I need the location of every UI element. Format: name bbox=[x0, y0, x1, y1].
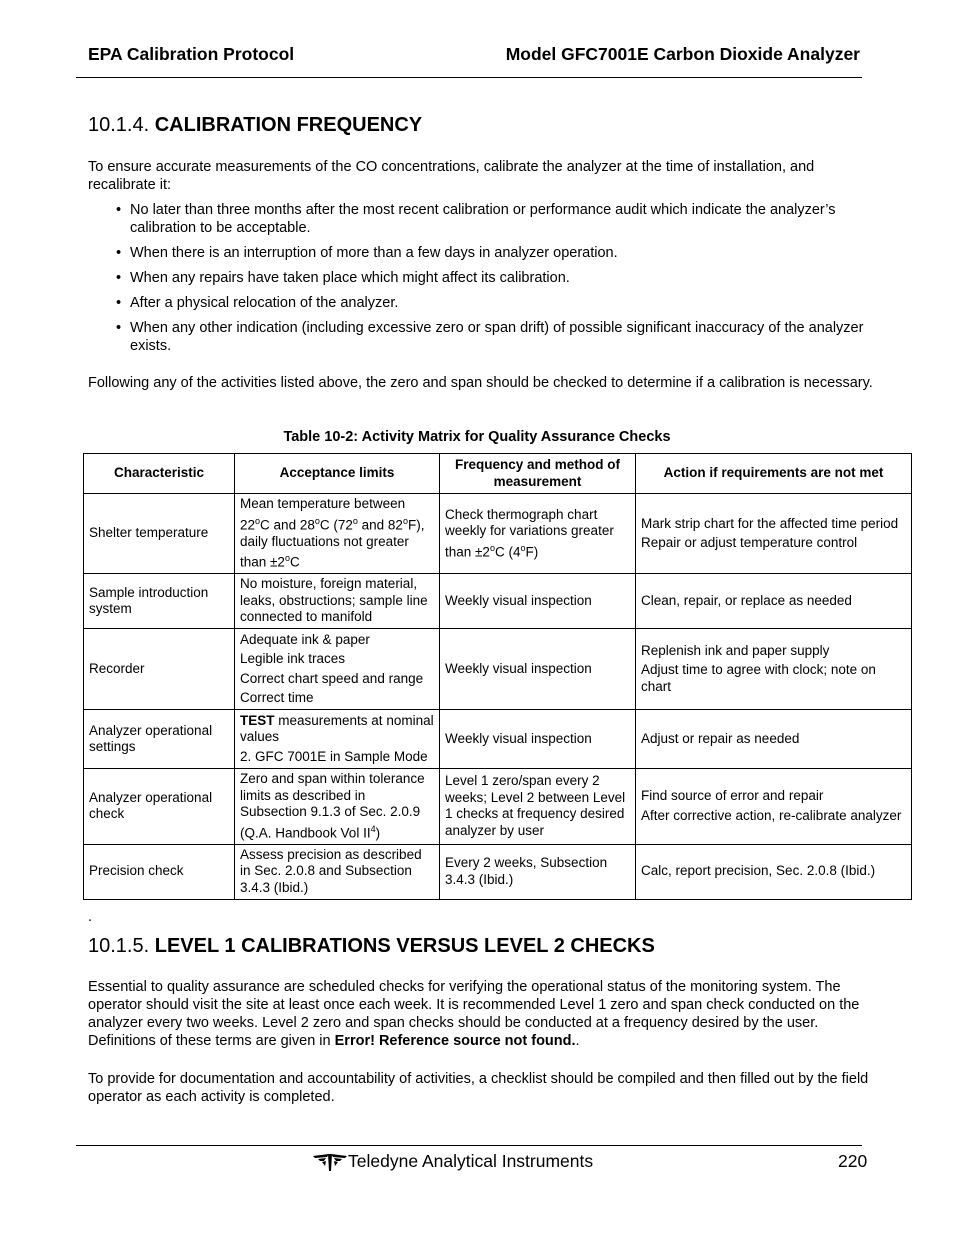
table-cell: Zero and span within tolerance limits as described in Subsection 9.1.3 of Sec. 2.0.9 (Q.A. Handbook Vol $II^4$) bbox=[235, 769, 440, 845]
table-cell: Clean, repair, or replace as needed bbox=[636, 574, 912, 629]
bullet-icon: • bbox=[116, 202, 122, 218]
table-cell: TEST measurements at nominal values 2. GFC 7001E in Sample Mode bbox=[235, 710, 440, 769]
intro-paragraph: To ensure accurate measurements of the CO concentrations, calibrate the analyzer at the time of installation, and recalibrate it: bbox=[88, 159, 815, 193]
list-item: • When there is an interruption of more than a few days in analyzer operation. bbox=[116, 245, 618, 261]
list-item: • When any repairs have taken place which might affect its calibration. bbox=[116, 270, 570, 286]
table-row bbox=[84, 769, 912, 845]
table-cell: Replenish ink and paper supply Adjust time to agree with clock; note on chart bbox=[636, 629, 912, 710]
table-cell: Mean temperature between 22$^o$C and 28$^o$C (72$^o$ and 82$^o$F), daily fluctuations not greater than $\pm 2^oC$ bbox=[235, 494, 440, 574]
table-cell: Weekly visual inspection bbox=[440, 574, 636, 629]
table-cell: Find source of error and repair After corrective action, re-calibrate analyzer bbox=[636, 769, 912, 845]
table-row bbox=[84, 574, 912, 629]
section-title-level-checks bbox=[88, 935, 655, 958]
list-item: • After a physical relocation of the analyzer. bbox=[116, 295, 399, 311]
table-cell: Analyzer operational settings bbox=[84, 710, 235, 769]
table-cell: Analyzer operational check bbox=[84, 769, 235, 845]
column-header: Acceptance limits bbox=[235, 454, 440, 494]
table-cell: Calc, report precision, Sec. 2.0.8 (Ibid.) bbox=[636, 844, 912, 899]
column-header: Characteristic bbox=[84, 454, 235, 494]
qa-paragraph: Essential to quality assurance are scheduled checks for verifying the operational status of the monitoring system. The operator should visit the site at least once each week. It is recommended Level 1 zero and span check conducted on the analyzer every two weeks. Level 2 zero and span checks should be conducted at a frequency desired by the user. Definitions of these terms are given in Error! Reference source not found.. bbox=[88, 979, 860, 1049]
activity-matrix-table bbox=[83, 453, 912, 900]
section-number: 10.1.5. bbox=[88, 935, 150, 957]
header-left: EPA Calibration Protocol bbox=[88, 44, 295, 64]
section-number: 10.1.4. bbox=[88, 114, 150, 136]
page-number: 220 bbox=[838, 1151, 868, 1171]
section-title-calibration-frequency bbox=[88, 114, 422, 137]
table-header-row bbox=[84, 454, 912, 494]
table-cell: Weekly visual inspection bbox=[440, 710, 636, 769]
table-cell: Level 1 zero/span every 2 weeks; Level 2 between Level 1 checks at frequency desired analyzer by user bbox=[440, 769, 636, 845]
table-cell: Weekly visual inspection bbox=[440, 629, 636, 710]
table-cell: Shelter temperature bbox=[84, 494, 235, 574]
bullet-icon: • bbox=[116, 245, 122, 261]
header-right: Model GFC7001E Carbon Dioxide Analyzer bbox=[505, 44, 860, 64]
table-cell: No moisture, foreign material, leaks, obstructions; sample line connected to manifold bbox=[235, 574, 440, 629]
table-cell: Recorder bbox=[84, 629, 235, 710]
table-cell: Mark strip chart for the affected time period Repair or adjust temperature control bbox=[636, 494, 912, 574]
table-cell: Every 2 weeks, Subsection 3.4.3 (Ibid.) bbox=[440, 844, 636, 899]
recalibration-list bbox=[88, 201, 868, 362]
following-paragraph: Following any of the activities listed above, the zero and span should be checked to determine if a calibration is necessary. bbox=[88, 375, 873, 391]
table-cell: Assess precision as described in Sec. 2.0.8 and Subsection 3.4.3 (Ibid.) bbox=[235, 844, 440, 899]
footer-company: Teledyne Analytical Instruments bbox=[348, 1151, 594, 1171]
table-cell: Adequate ink & paper Legible ink traces Correct chart speed and range Correct time bbox=[235, 629, 440, 710]
section-heading: LEVEL 1 CALIBRATIONS VERSUS LEVEL 2 CHECKS bbox=[154, 935, 655, 957]
page-header bbox=[88, 44, 860, 68]
table-cell: Sample introduction system bbox=[84, 574, 235, 629]
header-rule bbox=[76, 77, 862, 78]
column-header: Action if requirements are not met bbox=[636, 454, 912, 494]
teledyne-logo-icon bbox=[312, 1152, 348, 1172]
table-caption: Table 10-2: Activity Matrix for Quality Assurance Checks bbox=[283, 429, 671, 445]
list-item: • When any other indication (including excessive zero or span drift) of possible significant inaccuracy of the analyzer exists. bbox=[116, 320, 864, 354]
bullet-icon: • bbox=[116, 270, 122, 286]
column-header: Frequency and method of measurement bbox=[440, 454, 636, 494]
table-row bbox=[84, 844, 912, 899]
table-cell: Check thermograph chart weekly for variations greater than $\pm 2^oC$ (4$^o$F) bbox=[440, 494, 636, 574]
stray-period: . bbox=[88, 909, 93, 925]
list-item: • No later than three months after the most recent calibration or performance audit which indicate the analyzer’s calibration to be acceptable. bbox=[116, 202, 836, 236]
table-row bbox=[84, 494, 912, 574]
broken-reference: Error! Reference source not found. bbox=[334, 1033, 576, 1049]
table-cell: Precision check bbox=[84, 844, 235, 899]
footer-rule bbox=[76, 1145, 862, 1146]
bullet-icon: • bbox=[116, 320, 122, 336]
table-row bbox=[84, 629, 912, 710]
bullet-icon: • bbox=[116, 295, 122, 311]
documentation-paragraph: To provide for documentation and accountability of activities, a checklist should be compiled and then filled out by the field operator as each activity is completed. bbox=[88, 1071, 869, 1105]
table-row bbox=[84, 710, 912, 769]
section-heading: CALIBRATION FREQUENCY bbox=[154, 114, 423, 136]
table-cell: Adjust or repair as needed bbox=[636, 710, 912, 769]
